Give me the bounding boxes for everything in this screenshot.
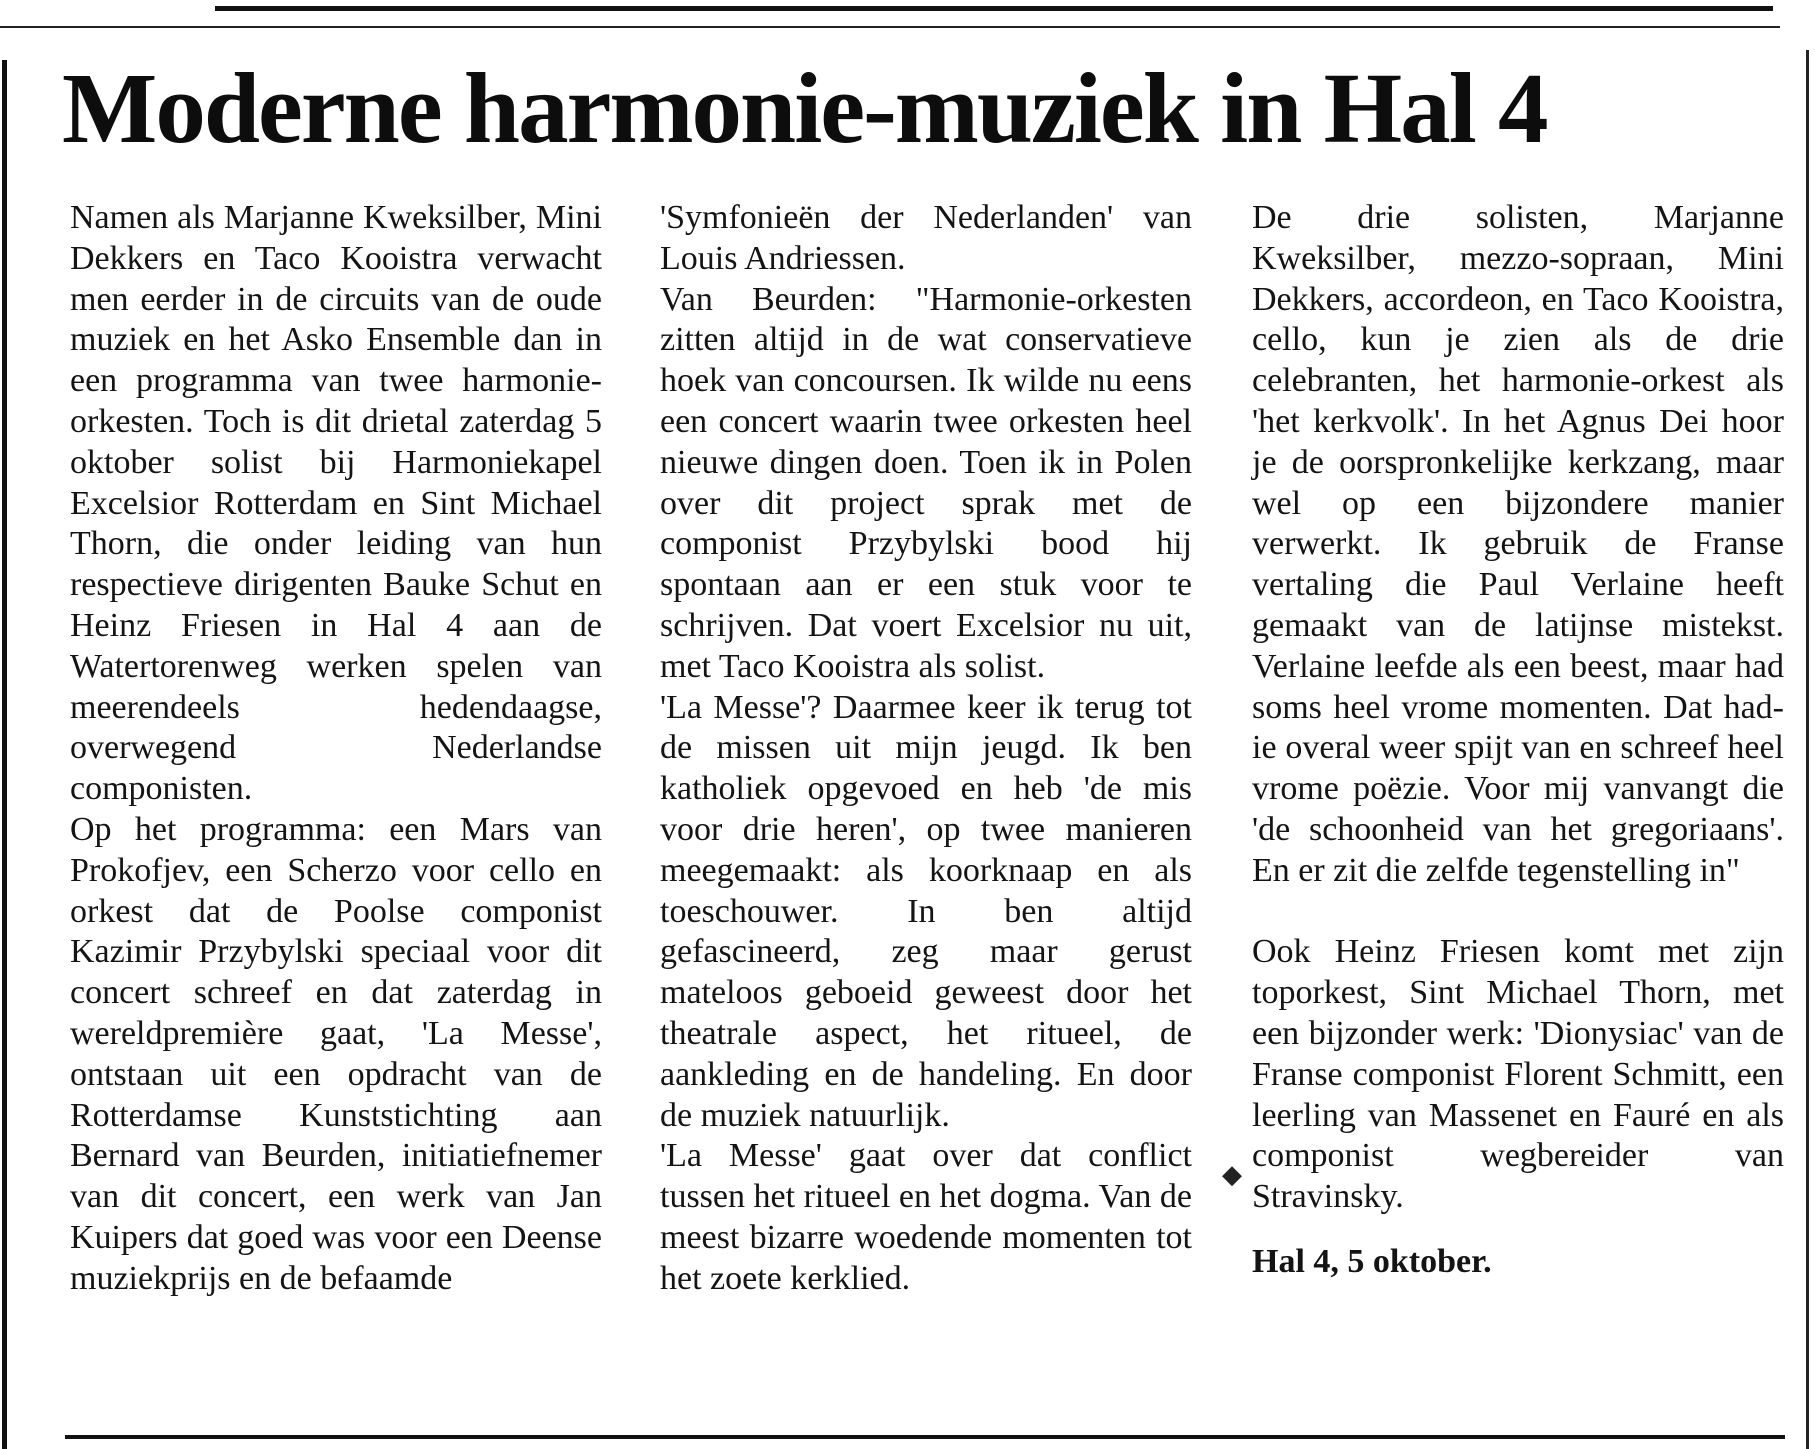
paragraph: 'La Messe'? Daarmee keer ik terug tot de missen uit mijn jeugd. Ik ben katholiek opgevoed en heb 'de mis voor drie heren', op twee manieren meegemaakt: als koorknaap en als toeschouwer. In ben altijd gefascineerd, zeg maar gerust mateloos geboeid geweest door het theatrale aspect, het ritueel, de aankleding en de handeling. En door de muziek natuurlijk. [660, 688, 1192, 1134]
top-rule [215, 6, 1773, 11]
bottom-rule [65, 1435, 1785, 1439]
article-column-3 [1252, 198, 1784, 1283]
paragraph: Namen als Marjanne Kweksilber, Mini Dekkers en Taco Kooistra verwacht men eerder in de circuits van de oude muziek en het Asko Ensemble dan in een programma van twee harmonie-orkesten. Toch is dit drietal zaterdag 5 oktober solist bij Harmoniekapel Excelsior Rotterdam en Sint Michael Thorn, die onder leiding van hun respectieve dirigenten Bauke Schut en Heinz Friesen in Hal 4 aan de Watertorenweg werken spelen van meerendeels hedendaagse, overwegend Nederlandse componisten. [70, 199, 602, 808]
event-credit: Hal 4, 5 oktober. [1252, 1242, 1492, 1280]
paragraph: 'Symfonieën der Nederlanden' van Louis Andriessen. [660, 199, 1192, 277]
left-margin-mark [2, 60, 7, 1449]
paragraph: Van Beurden: "Harmonie-orkesten zitten altijd in de wat conservatieve hoek van concoursen. Ik wilde nu eens een concert waarin twee orkesten heel nieuwe dingen doen. Toen ik in Polen over dit project sprak met de componist Przybylski bood hij spontaan aan er een stuk voor te schrijven. Dat voert Excelsior nu uit, met Taco Kooistra als solist. [660, 280, 1192, 685]
right-margin-mark [1806, 50, 1809, 1449]
paragraph: De drie solisten, Marjanne Kweksilber, mezzo-sopraan, Mini Dekkers, accordeon, en Taco Kooistra, cello, kun je zien als de drie celebranten, het harmonie-orkest als 'het kerkvolk'. In het Agnus Dei hoor je de oorspronkelijke kerkzang, maar wel op een bijzondere manier verwerkt. Ik gebruik de Franse vertaling die Paul Verlaine heeft gemaakt van de latijnse mistekst. Verlaine leefde als een beest, maar had soms heel vrome momenten. Dat had-ie overal weer spijt van en schreef heel vrome poëzie. Voor mij vanvangt die 'de schoonheid van het gregoriaans'. En er zit die zelfde tegenstelling in" [1252, 199, 1784, 889]
paragraph: Ook Heinz Friesen komt met zijn toporkest, Sint Michael Thorn, met een bijzonder werk: 'Dionysiac' van de Franse componist Florent Schmitt, een leerling van Massenet en Fauré en als componist wegbereider van Stravinsky. [1252, 933, 1784, 1216]
top-rule-thin [0, 26, 1780, 28]
paragraph-gap [1252, 892, 1784, 933]
article-column-1 [70, 198, 602, 1300]
article-headline: Moderne harmonie-muziek in Hal 4 [62, 52, 1547, 164]
paragraph: Op het programma: een Mars van Prokofjev, een Scherzo voor cello en orkest dat de Poolse componist Kazimir Przybylski speciaal voor dit concert schreef en dat zaterdag in wereldpremière gaat, 'La Messe', ontstaan uit een opdracht van de Rotterdamse Kunststichting aan Bernard van Beurden, initiatiefnemer van dit concert, een werk van Jan Kuipers dat goed was voor een Deense muziekprijs en de befaamde [70, 810, 602, 1297]
paragraph: 'La Messe' gaat over dat conflict tussen het ritueel en het dogma. Van de meest bizarre woedende momenten tot het zoete kerklied. [660, 1137, 1192, 1297]
article-column-2 [660, 198, 1192, 1300]
margin-bullet-icon: ◆ [1222, 1160, 1242, 1189]
